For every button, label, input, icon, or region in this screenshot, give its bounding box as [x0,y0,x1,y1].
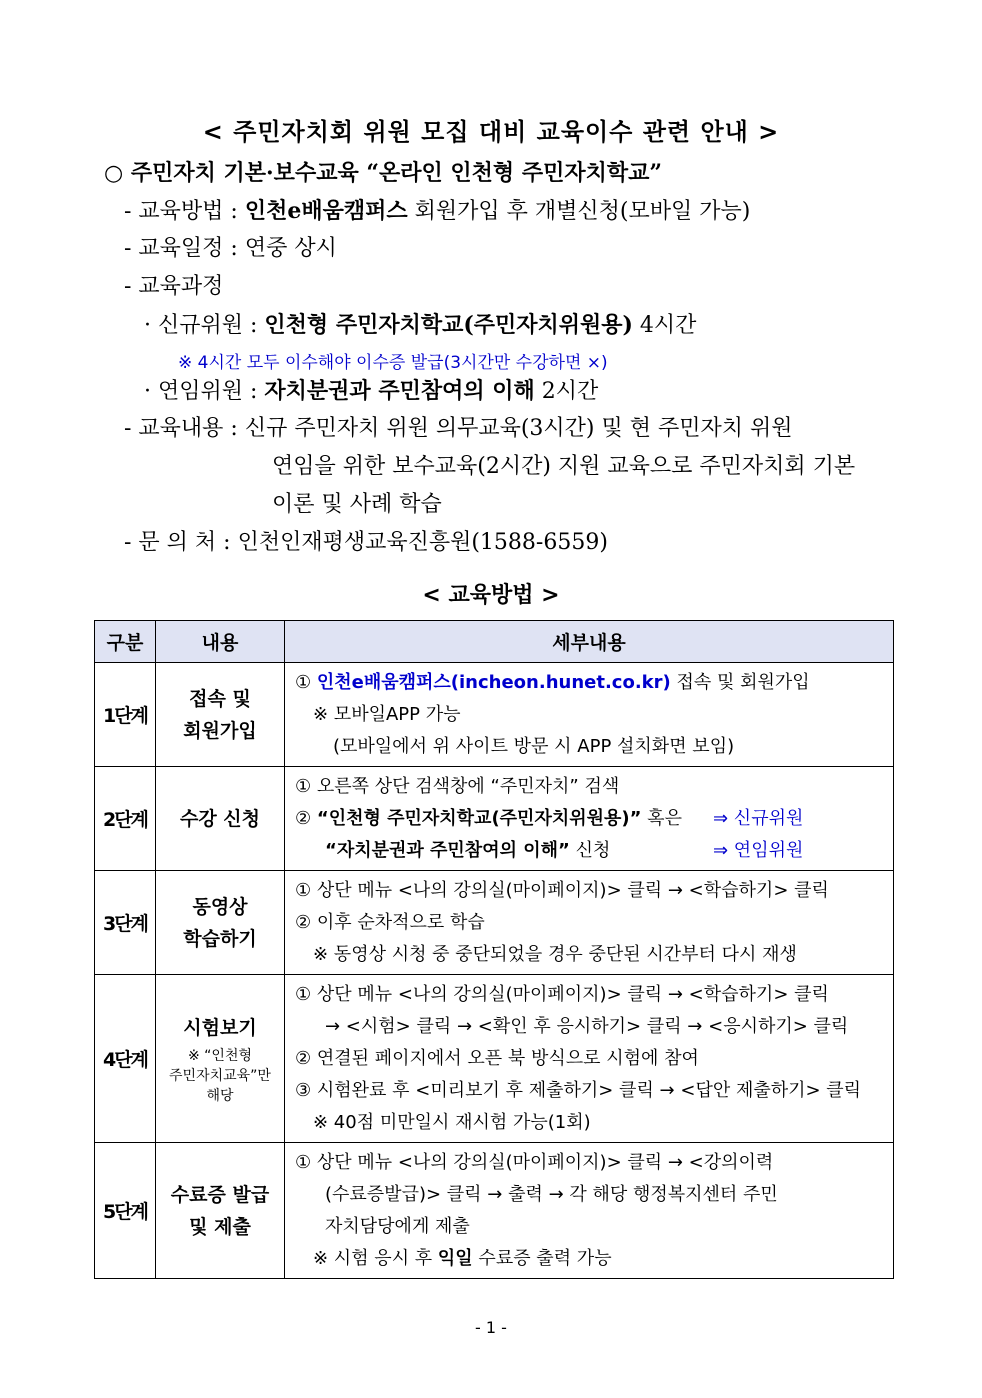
detail-text: ② [295,807,317,829]
content-cell [156,975,285,1143]
new-member-line [144,310,696,341]
detail-line [295,835,885,867]
continuing-member-label: · 연임위원 : [144,379,265,404]
table-row [95,1143,894,1279]
detail-line: → <시험> 클릭 → <확인 후 응시하기> 클릭 → <응시하기> 클릭 [325,1015,849,1037]
content-text: 동영상 [192,895,248,918]
detail-line [295,667,885,699]
detail-line: 자치담당에게 제출 [325,1215,470,1237]
detail-line: ※ 동영상 시청 중 중단되었을 경우 중단된 시간부터 다시 재생 [313,943,797,965]
content-text: 학습하기 [183,927,257,950]
detail-line [295,803,885,835]
content-text: 접속 및 [189,687,251,710]
detail-cell [285,975,894,1143]
continuing-member-hours: 2시간 [534,379,599,404]
table-row [95,975,894,1143]
detail-line: ③ 시험완료 후 <미리보기 후 제출하기> 클릭 → <답안 제출하기> 클릭 [295,1079,862,1101]
detail-text: 수료증 출력 가능 [472,1247,612,1269]
contact-line: - 문 의 처 : 인천인재평생교육진흥원(1588-6559) [124,530,608,555]
detail-text: 신청 [569,839,611,861]
method-label: - 교육방법 : [124,199,245,224]
detail-line: ② 이후 순차적으로 학습 [295,911,485,933]
note-text: 주민자치교육”만 [169,1067,271,1084]
detail-cell [285,767,894,871]
header-content: 내용 [156,621,285,663]
content-cell [156,663,285,767]
stage-cell: 2단계 [95,767,156,871]
course-name: “자치분권과 주민참여의 이해” [325,839,570,861]
detail-line: ※ 40점 미만일시 재시험 가능(1회) [313,1111,591,1133]
content-cell [156,767,285,871]
detail-line: ① 상단 메뉴 <나의 강의실(마이페이지)> 클릭 → <강의이력 [295,1151,774,1173]
course-label: - 교육과정 [124,274,224,299]
content-cell [156,871,285,975]
detail-cell [285,1143,894,1279]
detail-text: ※ 시험 응시 후 [313,1247,438,1269]
new-member-hours: 4시간 [632,313,697,338]
detail-text: ① [295,671,317,693]
content-text: 수료증 발급 [170,1183,270,1206]
note-text: ※ “인천형 [187,1047,252,1064]
table-row [95,871,894,975]
intro-heading: ○ 주민자치 기본·보수교육 “온라인 인천형 주민자치학교” [104,160,663,186]
content-text: 및 제출 [189,1215,251,1238]
table-row [95,767,894,871]
detail-line: (모바일에서 위 사이트 방문 시 APP 설치화면 보임) [333,735,735,757]
stage-cell: 4단계 [95,975,156,1143]
target-new-member: ⇒ 신규위원 [713,807,804,829]
table-row [95,663,894,767]
continuing-member-course: 자치분권과 주민참여의 이해 [264,378,535,404]
stage-cell: 5단계 [95,1143,156,1279]
method-campus: 인천e배움캠퍼스 [244,198,408,224]
content-line-3: 이론 및 사례 학습 [272,492,442,517]
content-text: 시험보기 [183,1016,257,1039]
detail-cell [285,663,894,767]
detail-line: ① 상단 메뉴 <나의 강의실(마이페이지)> 클릭 → <학습하기> 클릭 [295,879,829,901]
method-section-title: < 교육방법 > [422,583,560,608]
stage-cell: 3단계 [95,871,156,975]
new-member-label: · 신규위원 : [144,313,265,338]
content-note [156,1046,284,1106]
content-line-1: - 교육내용 : 신규 주민자치 위원 의무교육(3시간) 및 현 주민자치 위원 [124,416,793,441]
detail-line: ① 상단 메뉴 <나의 강의실(마이페이지)> 클릭 → <학습하기> 클릭 [295,983,829,1005]
education-method-table [94,620,894,1279]
detail-text: 접속 및 회원가입 [670,671,810,693]
page-title: < 주민자치회 위원 모집 대비 교육이수 관련 안내 > [202,118,780,146]
content-line-2: 연임을 위한 보수교육(2시간) 지원 교육으로 주민자치회 기본 [272,454,856,479]
new-member-course: 인천형 주민자치학교(주민자치위원용) [264,312,633,338]
detail-text: 혹은 [641,807,682,829]
detail-line: ② 연결된 페이지에서 오픈 북 방식으로 시험에 참여 [295,1047,699,1069]
new-member-note: ※ 4시간 모두 이수해야 이수증 발급(3시간만 수강하면 ×) [178,353,608,373]
method-rest: 회원가입 후 개별신청(모바일 가능) [407,199,751,224]
schedule-line: - 교육일정 : 연중 상시 [124,236,337,261]
header-detail: 세부내용 [285,621,894,663]
header-stage: 구분 [95,621,156,663]
continuing-member-line [144,376,598,407]
content-text: 회원가입 [183,719,257,742]
table-header-row [95,621,894,663]
stage-cell: 1단계 [95,663,156,767]
detail-line: ① 오른쪽 상단 검색창에 “주민자치” 검색 [295,775,620,797]
detail-line: (수료증발급)> 클릭 → 출력 → 각 해당 행정복지센터 주민 [325,1183,778,1205]
method-line [124,196,750,227]
note-text: 해당 [206,1087,234,1104]
course-name: “인천형 주민자치학교(주민자치위원용)” [316,807,642,829]
target-continuing-member: ⇒ 연임위원 [713,839,804,861]
detail-cell [285,871,894,975]
detail-line [295,1243,885,1275]
content-cell [156,1143,285,1279]
detail-line: ※ 모바일APP 가능 [313,703,461,725]
emphasis-text: 익일 [437,1247,473,1269]
content-text: 수강 신청 [179,807,261,830]
page-number: - 1 - [475,1318,507,1337]
site-link[interactable]: 인천e배움캠퍼스(incheon.hunet.co.kr) [316,671,671,693]
